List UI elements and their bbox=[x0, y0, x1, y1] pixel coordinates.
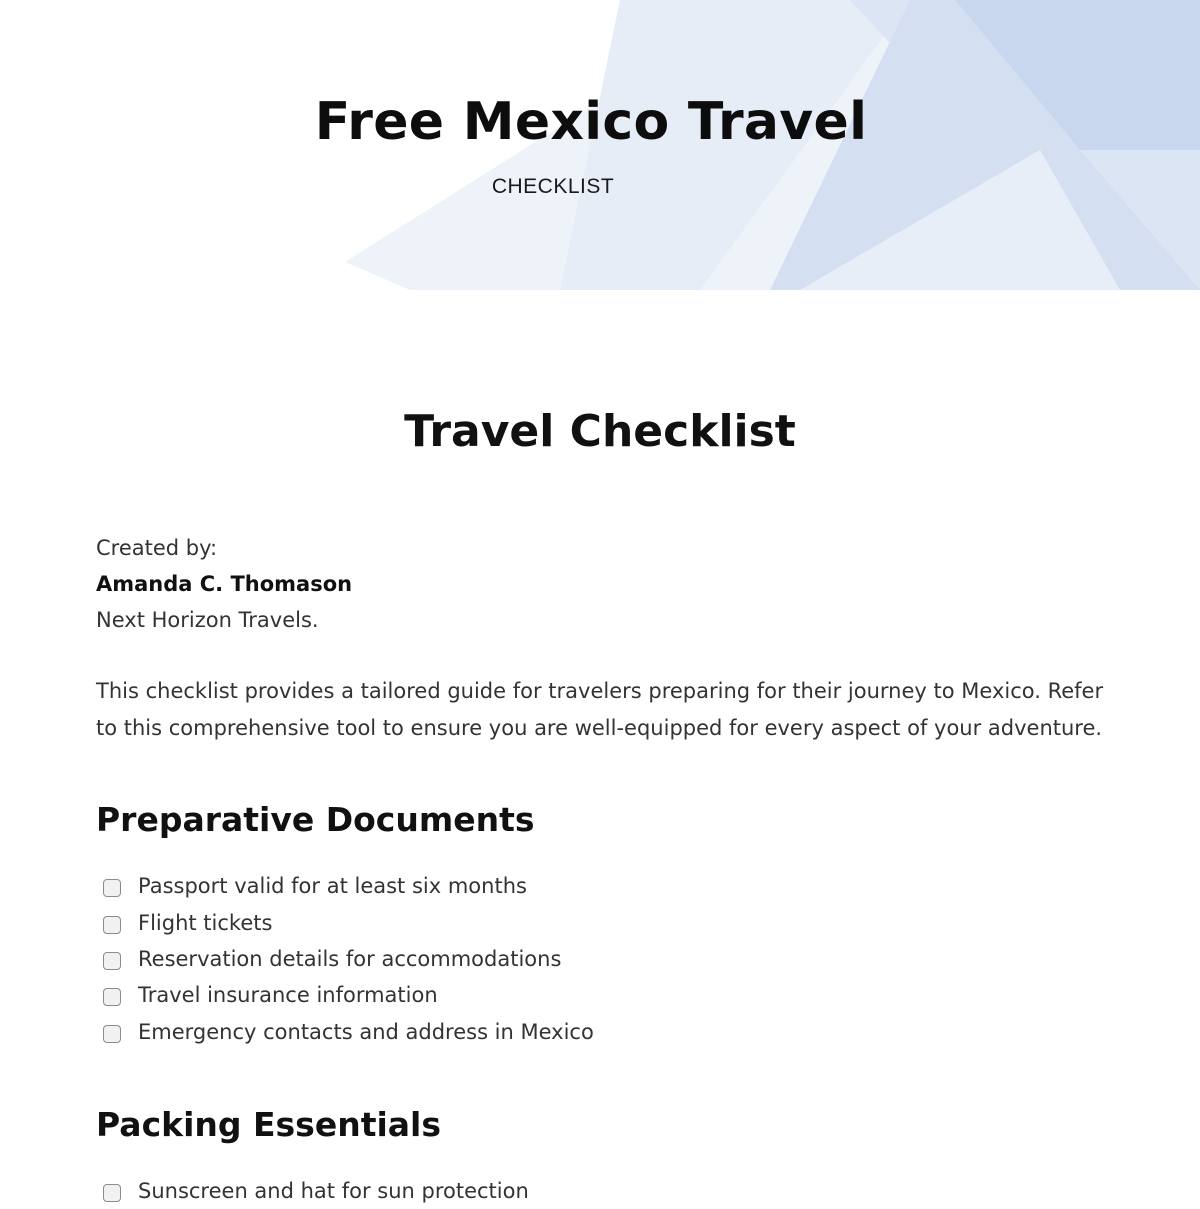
banner-subtitle: CHECKLIST bbox=[491, 175, 615, 198]
document-body bbox=[96, 530, 1106, 1204]
checkbox[interactable] bbox=[103, 1025, 121, 1043]
checkbox[interactable] bbox=[103, 1184, 121, 1202]
checklist-item bbox=[96, 941, 594, 977]
checklist-item-label: Travel insurance information bbox=[138, 983, 438, 1008]
document-title: Travel Checklist bbox=[404, 406, 796, 457]
checklist-item-label: Reservation details for accommodations bbox=[138, 946, 562, 971]
checkbox[interactable] bbox=[103, 952, 121, 970]
section-heading-preparative-documents: Preparative Documents bbox=[96, 800, 535, 839]
checklist-packing-essentials bbox=[96, 1173, 529, 1209]
checklist-item-label: Sunscreen and hat for sun protection bbox=[138, 1179, 529, 1204]
author-name: Amanda C. Thomason bbox=[96, 572, 353, 596]
company-name: Next Horizon Travels. bbox=[96, 608, 319, 632]
header-banner bbox=[0, 0, 1200, 290]
checklist-item bbox=[96, 868, 594, 904]
intro-paragraph: This checklist provides a tailored guide for travelers preparing for their journey to Mexico. Refer to this comprehensive tool to ensure you are well-equipped for every aspect of your adventure. bbox=[96, 679, 1104, 740]
checklist-item-label: Emergency contacts and address in Mexico bbox=[138, 1019, 594, 1044]
checklist-item bbox=[96, 1014, 594, 1050]
checkbox[interactable] bbox=[103, 879, 121, 897]
checklist-item bbox=[96, 1173, 529, 1209]
checklist-preparative-documents bbox=[96, 868, 594, 1050]
checkbox[interactable] bbox=[103, 916, 121, 934]
checklist-item-label: Passport valid for at least six months bbox=[138, 874, 527, 899]
checklist-item-label: Flight tickets bbox=[138, 910, 273, 935]
section-heading-packing-essentials: Packing Essentials bbox=[96, 1105, 442, 1144]
checkbox[interactable] bbox=[103, 988, 121, 1006]
checklist-item bbox=[96, 977, 594, 1013]
banner-title: Free Mexico Travel bbox=[314, 92, 868, 152]
created-by-label: Created by: bbox=[96, 536, 218, 560]
checklist-item bbox=[96, 904, 594, 940]
